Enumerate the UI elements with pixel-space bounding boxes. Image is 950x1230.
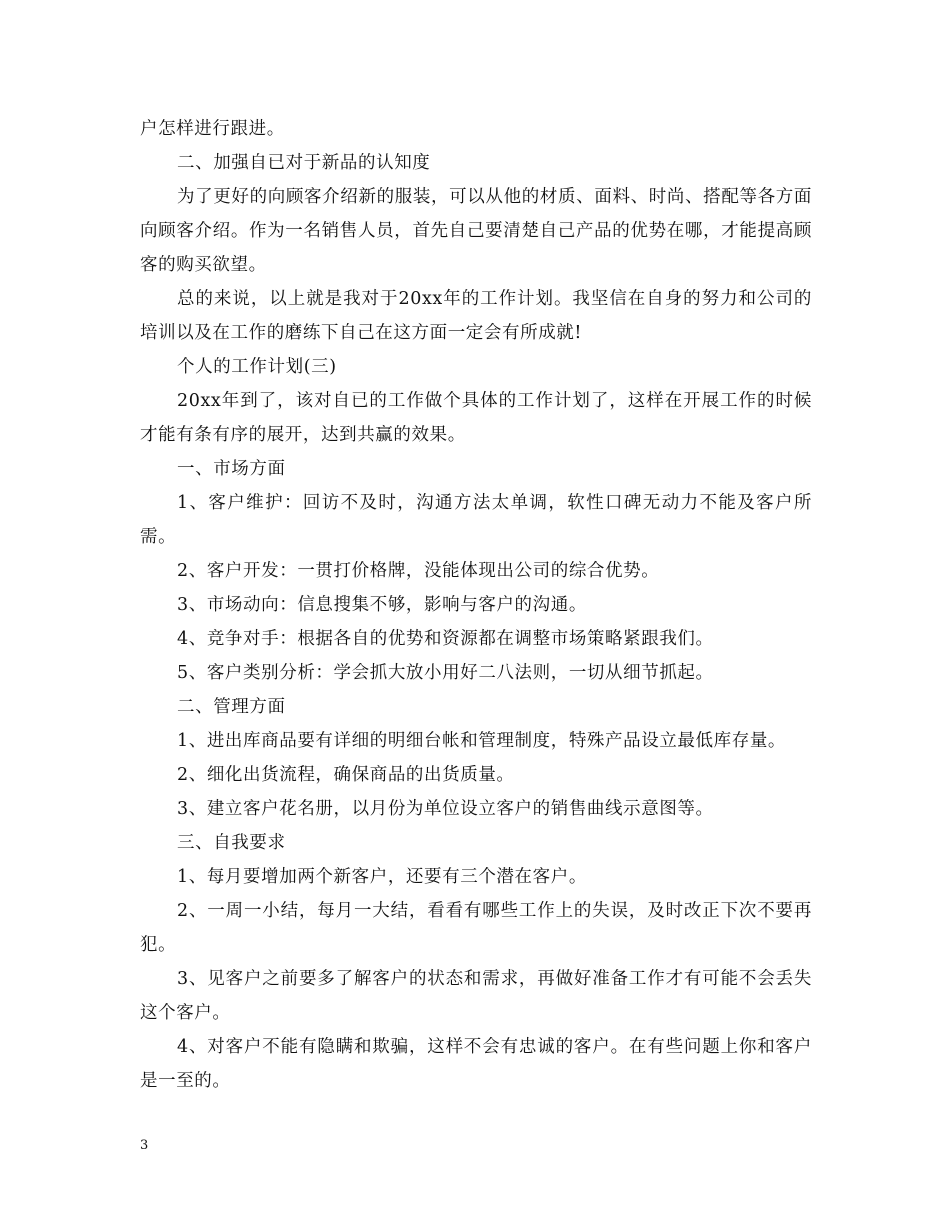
paragraph: 5、客户类别分析：学会抓大放小用好二八法则，一切从细节抓起。 [177, 663, 714, 683]
paragraph: 三、自我要求 [177, 833, 286, 853]
paragraph: 为了更好的向顾客介绍新的服装，可以从他的材质、面料、时尚、搭配等各方面向顾客介绍。作为一名销售人员，首先自己要清楚自己产品的优势在哪，才能提高顾客的购买欲望。 [140, 187, 812, 275]
paragraph: 二、加强自已对于新品的认知度 [177, 153, 431, 173]
paragraph: 一、市场方面 [177, 459, 286, 479]
paragraph: 2、客户开发：一贯打价格牌，没能体现出公司的综合优势。 [177, 561, 660, 581]
paragraph: 1、进出库商品要有详细的明细台帐和管理制度，特殊产品设立最低库存量。 [177, 731, 787, 751]
paragraph: 20xx年到了，该对自已的工作做个具体的工作计划了，这样在开展工作的时候才能有条有序的展开，达到共赢的效果。 [140, 391, 812, 445]
paragraph: 3、建立客户花名册，以月份为单位设立客户的销售曲线示意图等。 [177, 799, 714, 819]
paragraph: 个人的工作计划(三) [177, 357, 337, 377]
paragraph: 3、市场动向：信息搜集不够，影响与客户的沟通。 [177, 595, 587, 615]
paragraph: 3、见客户之前要多了解客户的状态和需求，再做好准备工作才有可能不会丢失这个客户。 [140, 969, 812, 1023]
paragraph: 1、客户维护：回访不及时，沟通方法太单调，软性口碑无动力不能及客户所需。 [140, 493, 812, 547]
paragraph: 4、对客户不能有隐瞒和欺骗，这样不会有忠诚的客户。在有些问题上你和客户是一至的。 [140, 1037, 812, 1091]
paragraph: 户怎样进行跟进。 [140, 119, 285, 139]
paragraph: 2、细化出货流程，确保商品的出货质量。 [177, 765, 515, 785]
paragraph: 4、竞争对手：根据各自的优势和资源都在调整市场策略紧跟我们。 [177, 629, 714, 649]
paragraph: 2、一周一小结，每月一大结，看看有哪些工作上的失误，及时改正下次不要再犯。 [140, 901, 812, 955]
paragraph: 1、每月要增加两个新客户，还要有三个潜在客户。 [177, 867, 587, 887]
page-number: 3 [140, 1138, 149, 1153]
document-body [140, 112, 812, 1098]
paragraph: 总的来说，以上就是我对于20xx年的工作计划。我坚信在自身的努力和公司的培训以及在工作的磨练下自己在这方面一定会有所成就! [140, 289, 812, 343]
paragraph: 二、管理方面 [177, 697, 286, 717]
